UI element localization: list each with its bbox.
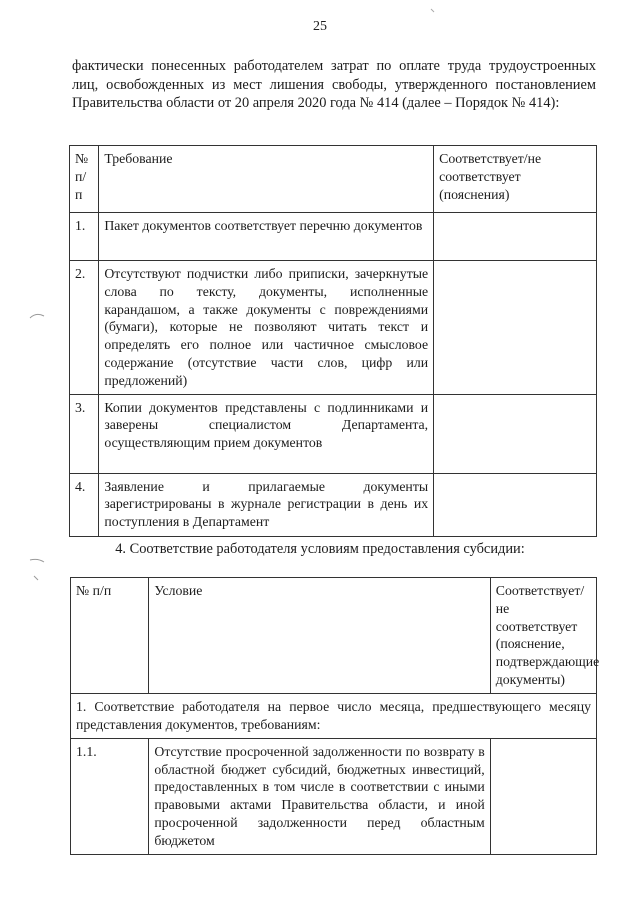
row-number: 3. — [70, 394, 99, 473]
row-text: Отсутствуют подчистки либо приписки, зачеркнутые слова по тексту, документы, исполненные карандашом, а также документы с повреждениями (бумаги), которые не позволяют читать текст и определять его полное или частичное смысловое содержание (отсутствие части слов, цифр или предложений) — [99, 261, 434, 395]
table-row — [70, 394, 597, 473]
table-row — [70, 213, 597, 261]
header-condition: Условие — [149, 578, 490, 694]
row-number: 2. — [70, 261, 99, 395]
scan-artifact-mark — [28, 310, 48, 324]
row-number: 1.1. — [71, 738, 149, 854]
table-row — [70, 261, 597, 395]
row-status — [434, 394, 597, 473]
row-text: Копии документов представлены с подлинниками и заверены специалистом Департамента, осуществляющим прием документов — [99, 394, 434, 473]
header-requirement: Требование — [99, 146, 434, 213]
table-subheader-row — [71, 693, 597, 738]
table-header-row — [70, 146, 597, 213]
subheader-cell: 1. Соответствие работодателя на первое число месяца, предшествующего месяцу представления документов, требованиям: — [71, 693, 597, 738]
header-number: № п/п — [70, 146, 99, 213]
row-status — [434, 261, 597, 395]
scan-artifact-mark — [28, 556, 48, 586]
header-number: № п/п — [71, 578, 149, 694]
page-number: 25 — [313, 19, 327, 34]
row-status — [490, 738, 596, 854]
header-compliance: Соответствует/не соответствует (пояснение, подтверждающие документы) — [490, 578, 596, 694]
scan-artifact-mark — [428, 6, 438, 16]
row-text: Пакет документов соответствует перечню документов — [99, 213, 434, 261]
section-heading: 4. Соответствие работодателя условиям предоставления субсидии: — [115, 541, 525, 557]
table-row — [70, 473, 597, 536]
requirements-table — [69, 145, 597, 537]
intro-paragraph: фактически понесенных работодателем затрат по оплате труда трудоустроенных лиц, освобожденных из мест лишения свободы, утвержденного постановлением Правительства области от 20 апреля 2020 года № 414 (далее – Порядок № 414): — [72, 58, 596, 111]
row-text: Заявление и прилагаемые документы зарегистрированы в журнале регистрации в день их поступления в Департамент — [99, 473, 434, 536]
row-status — [434, 473, 597, 536]
conditions-table — [70, 577, 600, 855]
table-header-row — [71, 578, 597, 694]
table-row — [71, 738, 597, 854]
row-status — [434, 213, 597, 261]
row-number: 4. — [70, 473, 99, 536]
row-number: 1. — [70, 213, 99, 261]
row-text: Отсутствие просроченной задолженности по возврату в областной бюджет субсидий, бюджетных инвестиций, предоставленных в том числе в соответствии с иными правовыми актами Правительства области, и иной просроченной задолженности перед областным бюджетом — [149, 738, 490, 854]
header-compliance: Соответствует/не соответствует (пояснения) — [434, 146, 597, 213]
